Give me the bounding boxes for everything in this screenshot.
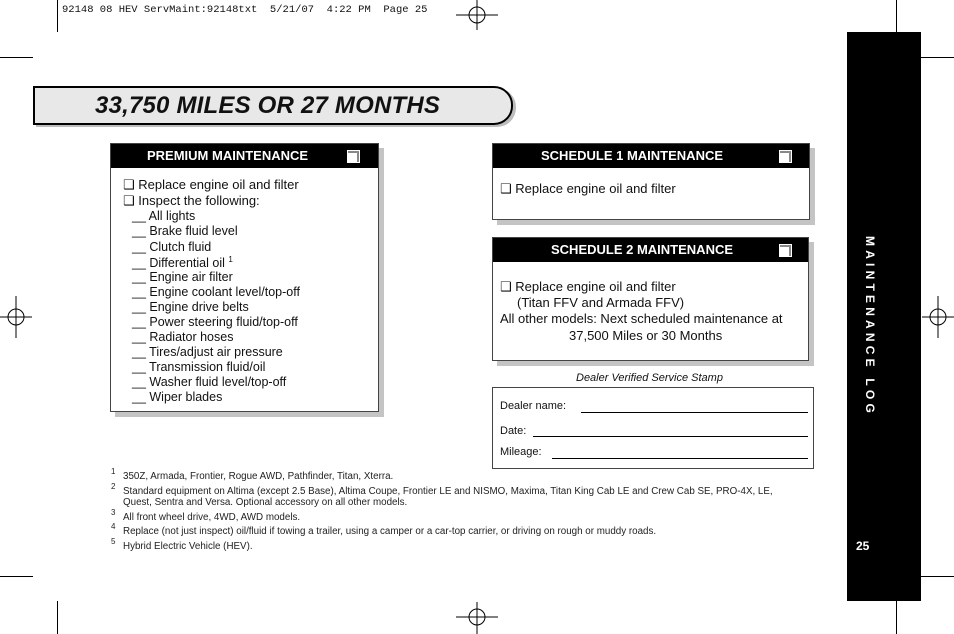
page-title: 33,750 MILES OR 27 MONTHS [95, 92, 441, 119]
crop-mark [921, 57, 954, 58]
checklist-item: __ Washer fluid level/top-off [132, 375, 287, 389]
checklist-item: __ All lights [132, 209, 196, 223]
premium-maintenance-title: PREMIUM MAINTENANCE [147, 148, 309, 163]
checklist-item: __ Brake fluid level [132, 224, 238, 238]
checklist-item: __ Wiper blades [132, 390, 223, 404]
premium-maintenance-header [111, 144, 378, 168]
stamp-caption: Dealer Verified Service Stamp [576, 372, 723, 384]
list-item: ❑ Replace engine oil and filter [500, 279, 676, 294]
schedule-1-box [492, 143, 810, 220]
registration-mark-icon [456, 0, 498, 30]
crop-mark [896, 0, 897, 32]
schedule-1-title: SCHEDULE 1 MAINTENANCE [541, 148, 724, 163]
date-label: Date: [500, 425, 527, 437]
checklist-item: __ Tires/adjust air pressure [132, 345, 283, 359]
print-slug: 92148 08 HEV ServMaint:92148txt 5/21/07 4:22 PM Page 25 [62, 4, 428, 16]
registration-mark-icon [922, 296, 954, 338]
checklist-item: __ Power steering fluid/top-off [132, 315, 298, 329]
dealer-name-label: Dealer name: [500, 400, 567, 412]
checklist-item: __ Engine drive belts [132, 300, 249, 314]
checklist-item: __ Transmission fluid/oil [132, 360, 266, 374]
checklist-item: __ Engine air filter [132, 270, 233, 284]
sidebar-label: MAINTENANCE LOG [863, 236, 877, 417]
schedule-2-header [493, 238, 808, 262]
checklist-item: __ Clutch fluid [132, 240, 212, 254]
checklist-item: __ Engine coolant level/top-off [132, 285, 300, 299]
next-maintenance-text: All other models: Next scheduled maintenance at [500, 311, 783, 326]
footnote-ref: 1 [228, 255, 233, 264]
checkbox-icon [779, 150, 792, 163]
crop-mark [921, 576, 954, 577]
crop-mark [896, 601, 897, 634]
crop-mark [0, 576, 33, 577]
checklist-item-differential [132, 255, 233, 270]
crop-mark [0, 57, 33, 58]
list-item: ❑ Inspect the following: [123, 193, 260, 208]
sidebar-tab [847, 32, 921, 601]
list-item: ❑ Replace engine oil and filter [123, 177, 299, 192]
registration-mark-icon [456, 602, 498, 634]
checkbox-icon [779, 244, 792, 257]
schedule-2-title: SCHEDULE 2 MAINTENANCE [551, 242, 734, 257]
registration-mark-icon [0, 296, 32, 338]
list-item: ❑ Replace engine oil and filter [500, 181, 676, 196]
mileage-field[interactable] [552, 458, 808, 459]
checklist-item: __ Radiator hoses [132, 330, 234, 344]
page-title-bar [33, 86, 513, 125]
date-field[interactable] [533, 436, 808, 437]
crop-mark [57, 0, 58, 32]
checklist-item-label: __ Differential oil [132, 256, 225, 271]
next-maintenance-interval: 37,500 Miles or 30 Months [569, 328, 723, 343]
schedule-2-box [492, 237, 809, 361]
crop-mark [57, 601, 58, 634]
page-number: 25 [856, 539, 870, 553]
checkbox-icon [347, 150, 360, 163]
list-item-note: (Titan FFV and Armada FFV) [517, 295, 685, 310]
dealer-name-field[interactable] [581, 412, 808, 413]
premium-maintenance-box [110, 143, 379, 412]
dealer-stamp-box [492, 387, 814, 469]
schedule-1-header [493, 144, 809, 168]
mileage-label: Mileage: [500, 446, 542, 458]
